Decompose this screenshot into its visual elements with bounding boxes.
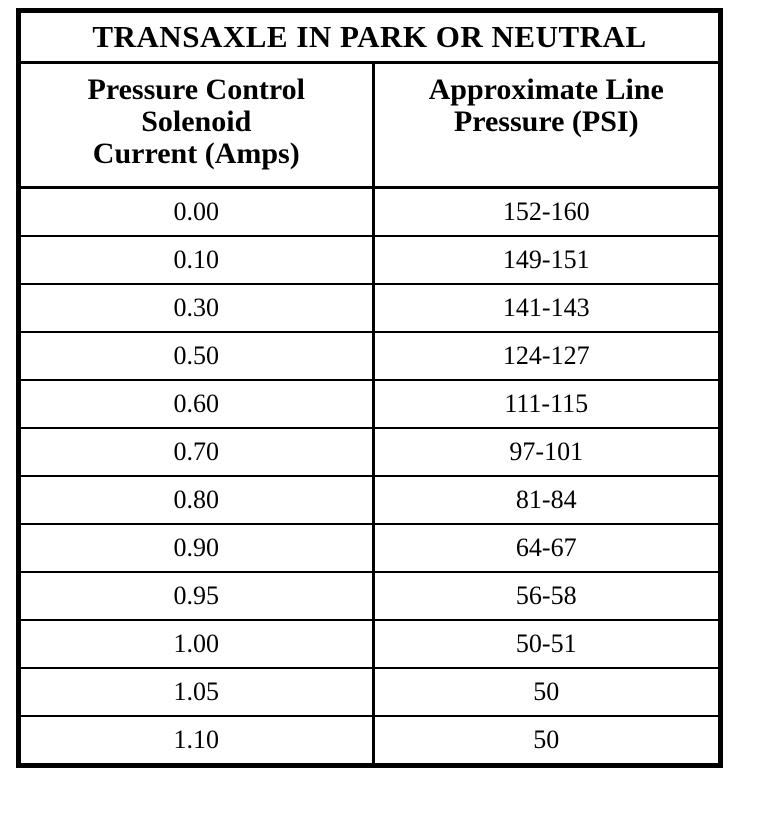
current-cell: 0.10 — [20, 236, 373, 284]
pressure-column-header — [373, 63, 719, 188]
current-cell: 0.60 — [20, 380, 373, 428]
current-header-line-1: Pressure Control — [87, 73, 305, 106]
table-body — [20, 188, 719, 765]
table-row — [20, 524, 719, 572]
table-row — [20, 284, 719, 332]
pressure-cell: 50 — [373, 668, 719, 716]
pressure-cell: 81-84 — [373, 476, 719, 524]
table-title: TRANSAXLE IN PARK OR NEUTRAL — [20, 12, 719, 63]
current-column-header — [20, 63, 373, 188]
table-row — [20, 332, 719, 380]
pressure-cell: 111-115 — [373, 380, 719, 428]
current-cell: 1.00 — [20, 620, 373, 668]
pressure-cell: 64-67 — [373, 524, 719, 572]
pressure-cell: 149-151 — [373, 236, 719, 284]
current-cell: 0.30 — [20, 284, 373, 332]
title-row — [20, 12, 719, 63]
current-header-line-2: Solenoid — [141, 105, 252, 138]
table-row — [20, 236, 719, 284]
pressure-table-frame — [16, 8, 723, 768]
pressure-cell: 124-127 — [373, 332, 719, 380]
table-row — [20, 668, 719, 716]
pressure-header-line-2: Pressure (PSI) — [453, 105, 639, 138]
current-header-line-3: Current (Amps) — [92, 137, 300, 170]
current-cell: 0.80 — [20, 476, 373, 524]
table-row — [20, 620, 719, 668]
pressure-cell: 152-160 — [373, 188, 719, 237]
current-cell: 0.00 — [20, 188, 373, 237]
pressure-header-line-1: Approximate Line — [428, 73, 664, 106]
pressure-cell: 50-51 — [373, 620, 719, 668]
line-pressure-table — [19, 11, 720, 765]
table-row — [20, 428, 719, 476]
table-row — [20, 716, 719, 764]
column-header-row — [20, 63, 719, 188]
current-cell: 0.50 — [20, 332, 373, 380]
table-row — [20, 188, 719, 237]
pressure-cell: 97-101 — [373, 428, 719, 476]
pressure-cell: 50 — [373, 716, 719, 764]
table-row — [20, 572, 719, 620]
current-cell: 1.05 — [20, 668, 373, 716]
current-cell: 0.70 — [20, 428, 373, 476]
table-row — [20, 476, 719, 524]
pressure-cell: 141-143 — [373, 284, 719, 332]
current-cell: 0.95 — [20, 572, 373, 620]
table-row — [20, 380, 719, 428]
pressure-cell: 56-58 — [373, 572, 719, 620]
current-cell: 1.10 — [20, 716, 373, 764]
current-cell: 0.90 — [20, 524, 373, 572]
